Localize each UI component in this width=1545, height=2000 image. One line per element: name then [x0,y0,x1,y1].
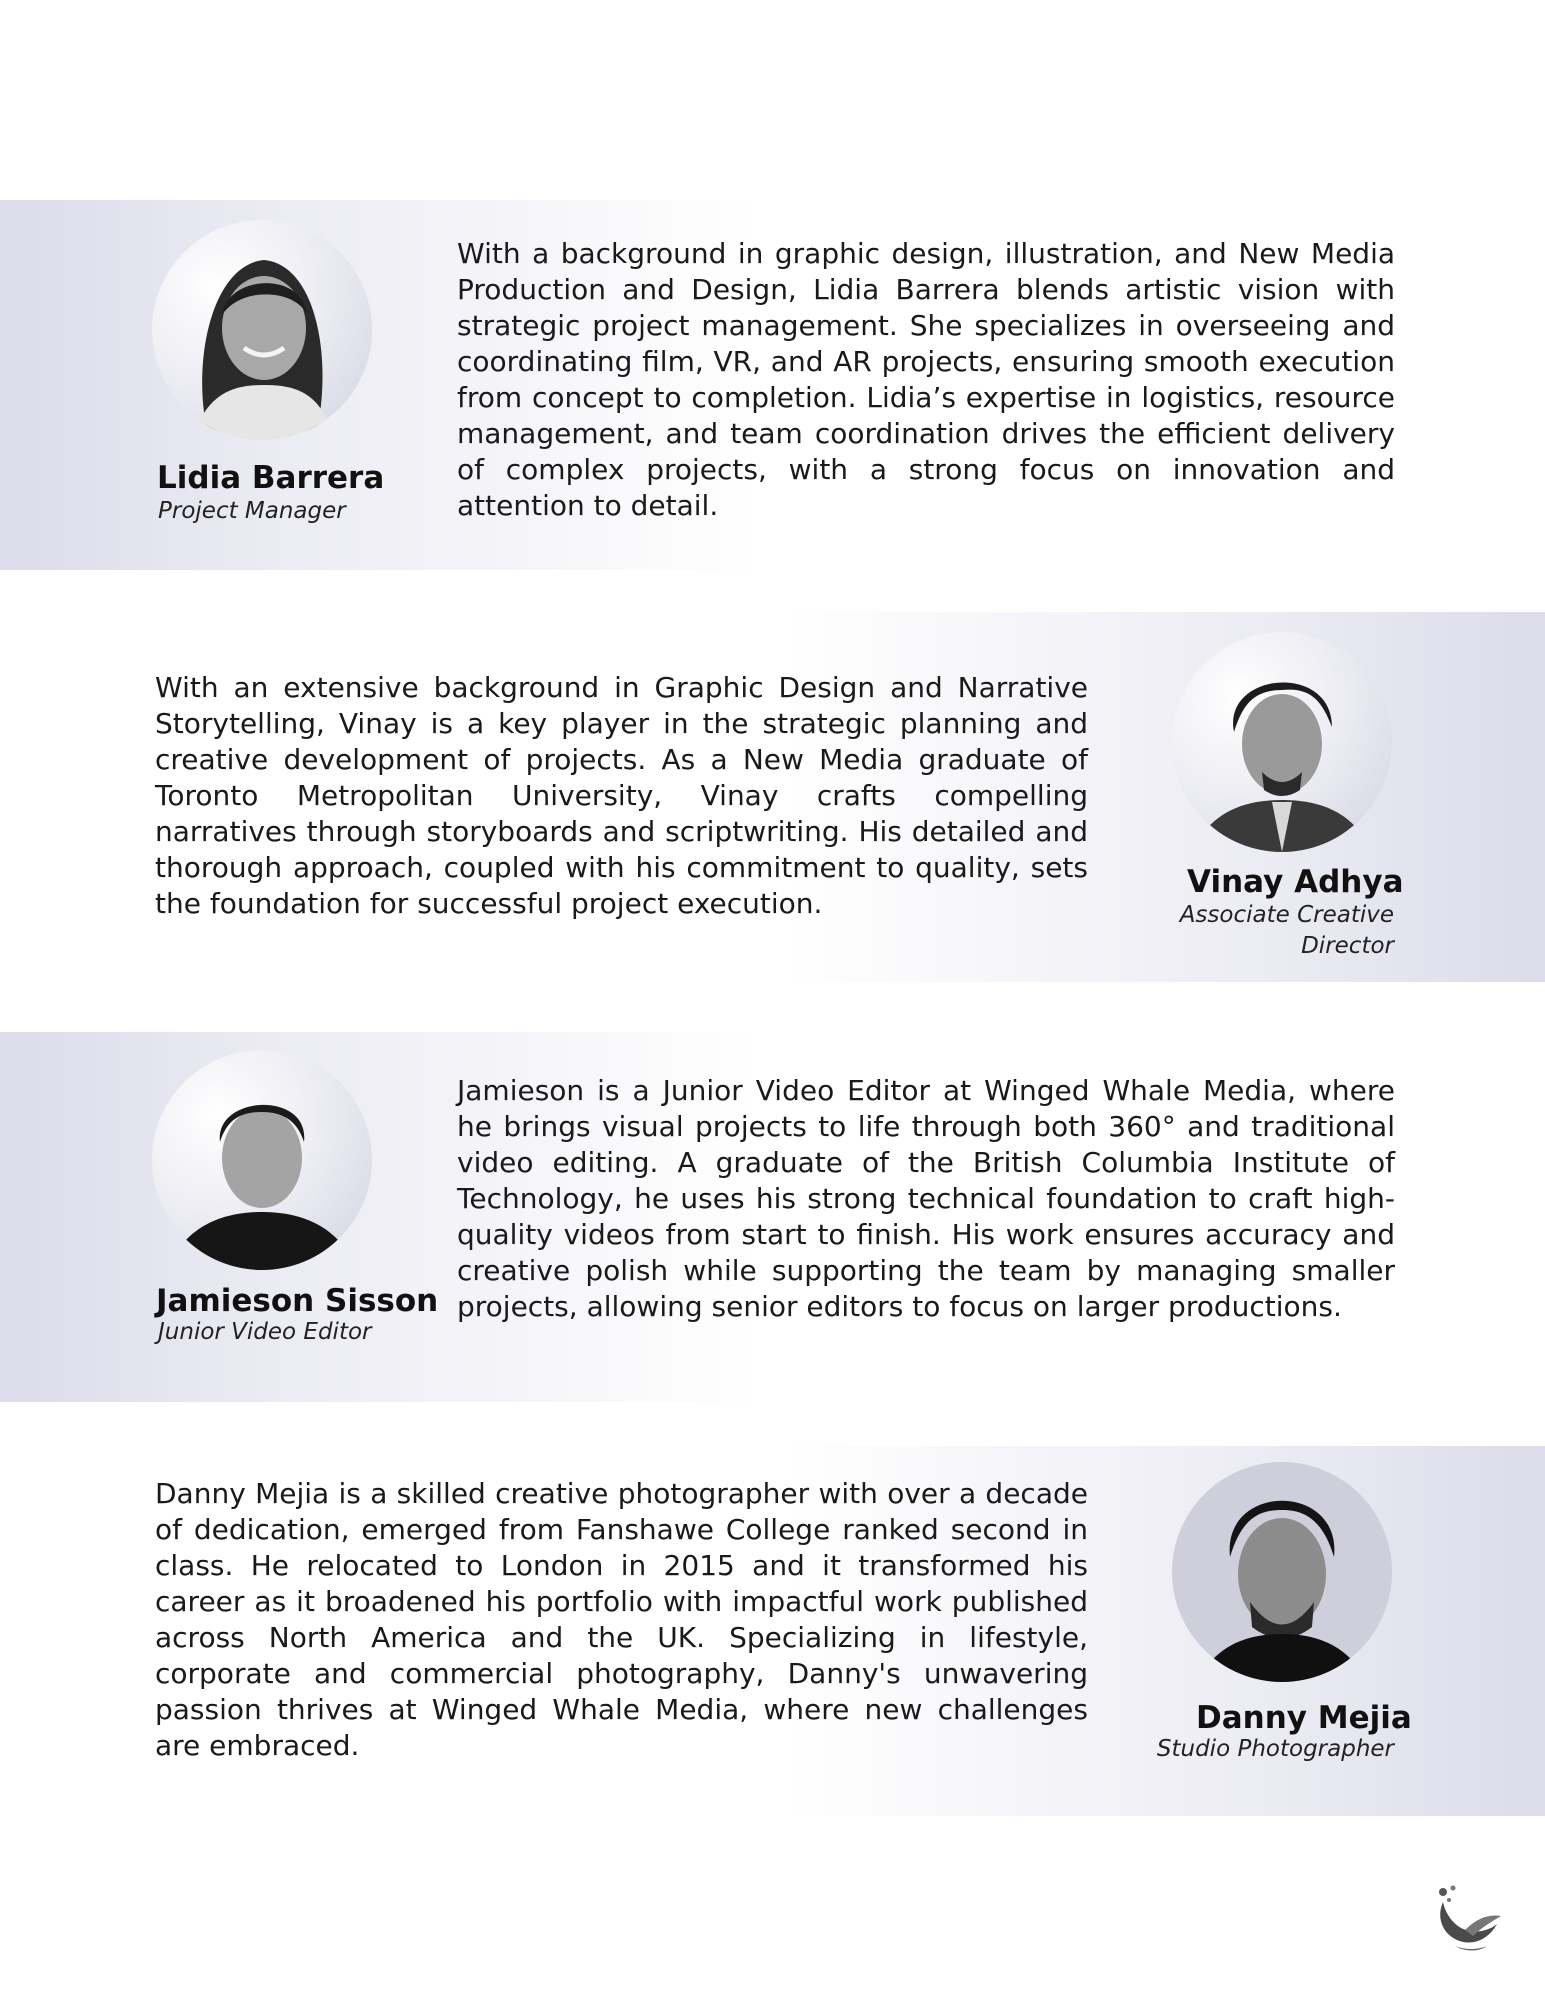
avatar-jamieson-sisson [152,1050,372,1270]
portrait-photo-icon [1172,1462,1392,1682]
member-role: Project Manager [158,498,346,524]
member-bio: Jamieson is a Junior Video Editor at Winged Whale Media, where he brings visual projects to life through both 360° and traditional video editing. A graduate of the British Columbia Institute of Technology, he uses his strong technical foundation to craft high-quality videos from start to finish. His work ensures accuracy and creative polish while supporting the team by managing smaller projects, allowing senior editors to focus on larger productions. [457,1074,1395,1323]
member-name: Vinay Adhya [1187,864,1404,900]
winged-whale-logo-icon [1425,1880,1505,1960]
portrait-photo-icon [152,1050,372,1270]
avatar-vinay-adhya [1172,632,1392,852]
member-name: Lidia Barrera [157,460,385,496]
member-role: Junior Video Editor [158,1319,372,1345]
member-bio: Danny Mejia is a skilled creative photographer with over a decade of dedication, emerged from Fanshawe College ranked second in class. He relocated to London in 2015 and it transformed his career as it broadened his portfolio with impactful work published across North America and the UK. Specializing in lifestyle, corporate and commercial photography, Danny's unwavering passion thrives at Winged Whale Media, where new challenges are embraced. [155,1477,1088,1762]
member-bio: With an extensive background in Graphic Design and Narrative Storytelling, Vinay is a key player in the strategic planning and creative development of projects. As a New Media graduate of Toronto Metropolitan University, Vinay crafts compelling narratives through storyboards and scriptwriting. His detailed and thorough approach, coupled with his commitment to quality, sets the foundation for successful project execution. [155,671,1088,920]
member-bio: With a background in graphic design, illustration, and New Media Production and Design, Lidia Barrera blends artistic vision with strategic project management. She specializes in overseeing and coordinating film, VR, and AR projects, ensuring smooth execution from concept to completion. Lidia’s expertise in logistics, resource management, and team coordination drives the efficient delivery of complex projects, with a strong focus on innovation and attention to detail. [457,237,1395,522]
member-name: Jamieson Sisson [156,1283,439,1319]
member-role: Studio Photographer [1156,1736,1394,1762]
member-role: Associate Creative Director [1179,902,1394,959]
member-name: Danny Mejia [1196,1700,1412,1736]
avatar-lidia-barrera [152,220,372,440]
avatar-danny-mejia [1172,1462,1392,1682]
portrait-photo-icon [152,220,372,440]
portrait-photo-icon [1172,632,1392,852]
